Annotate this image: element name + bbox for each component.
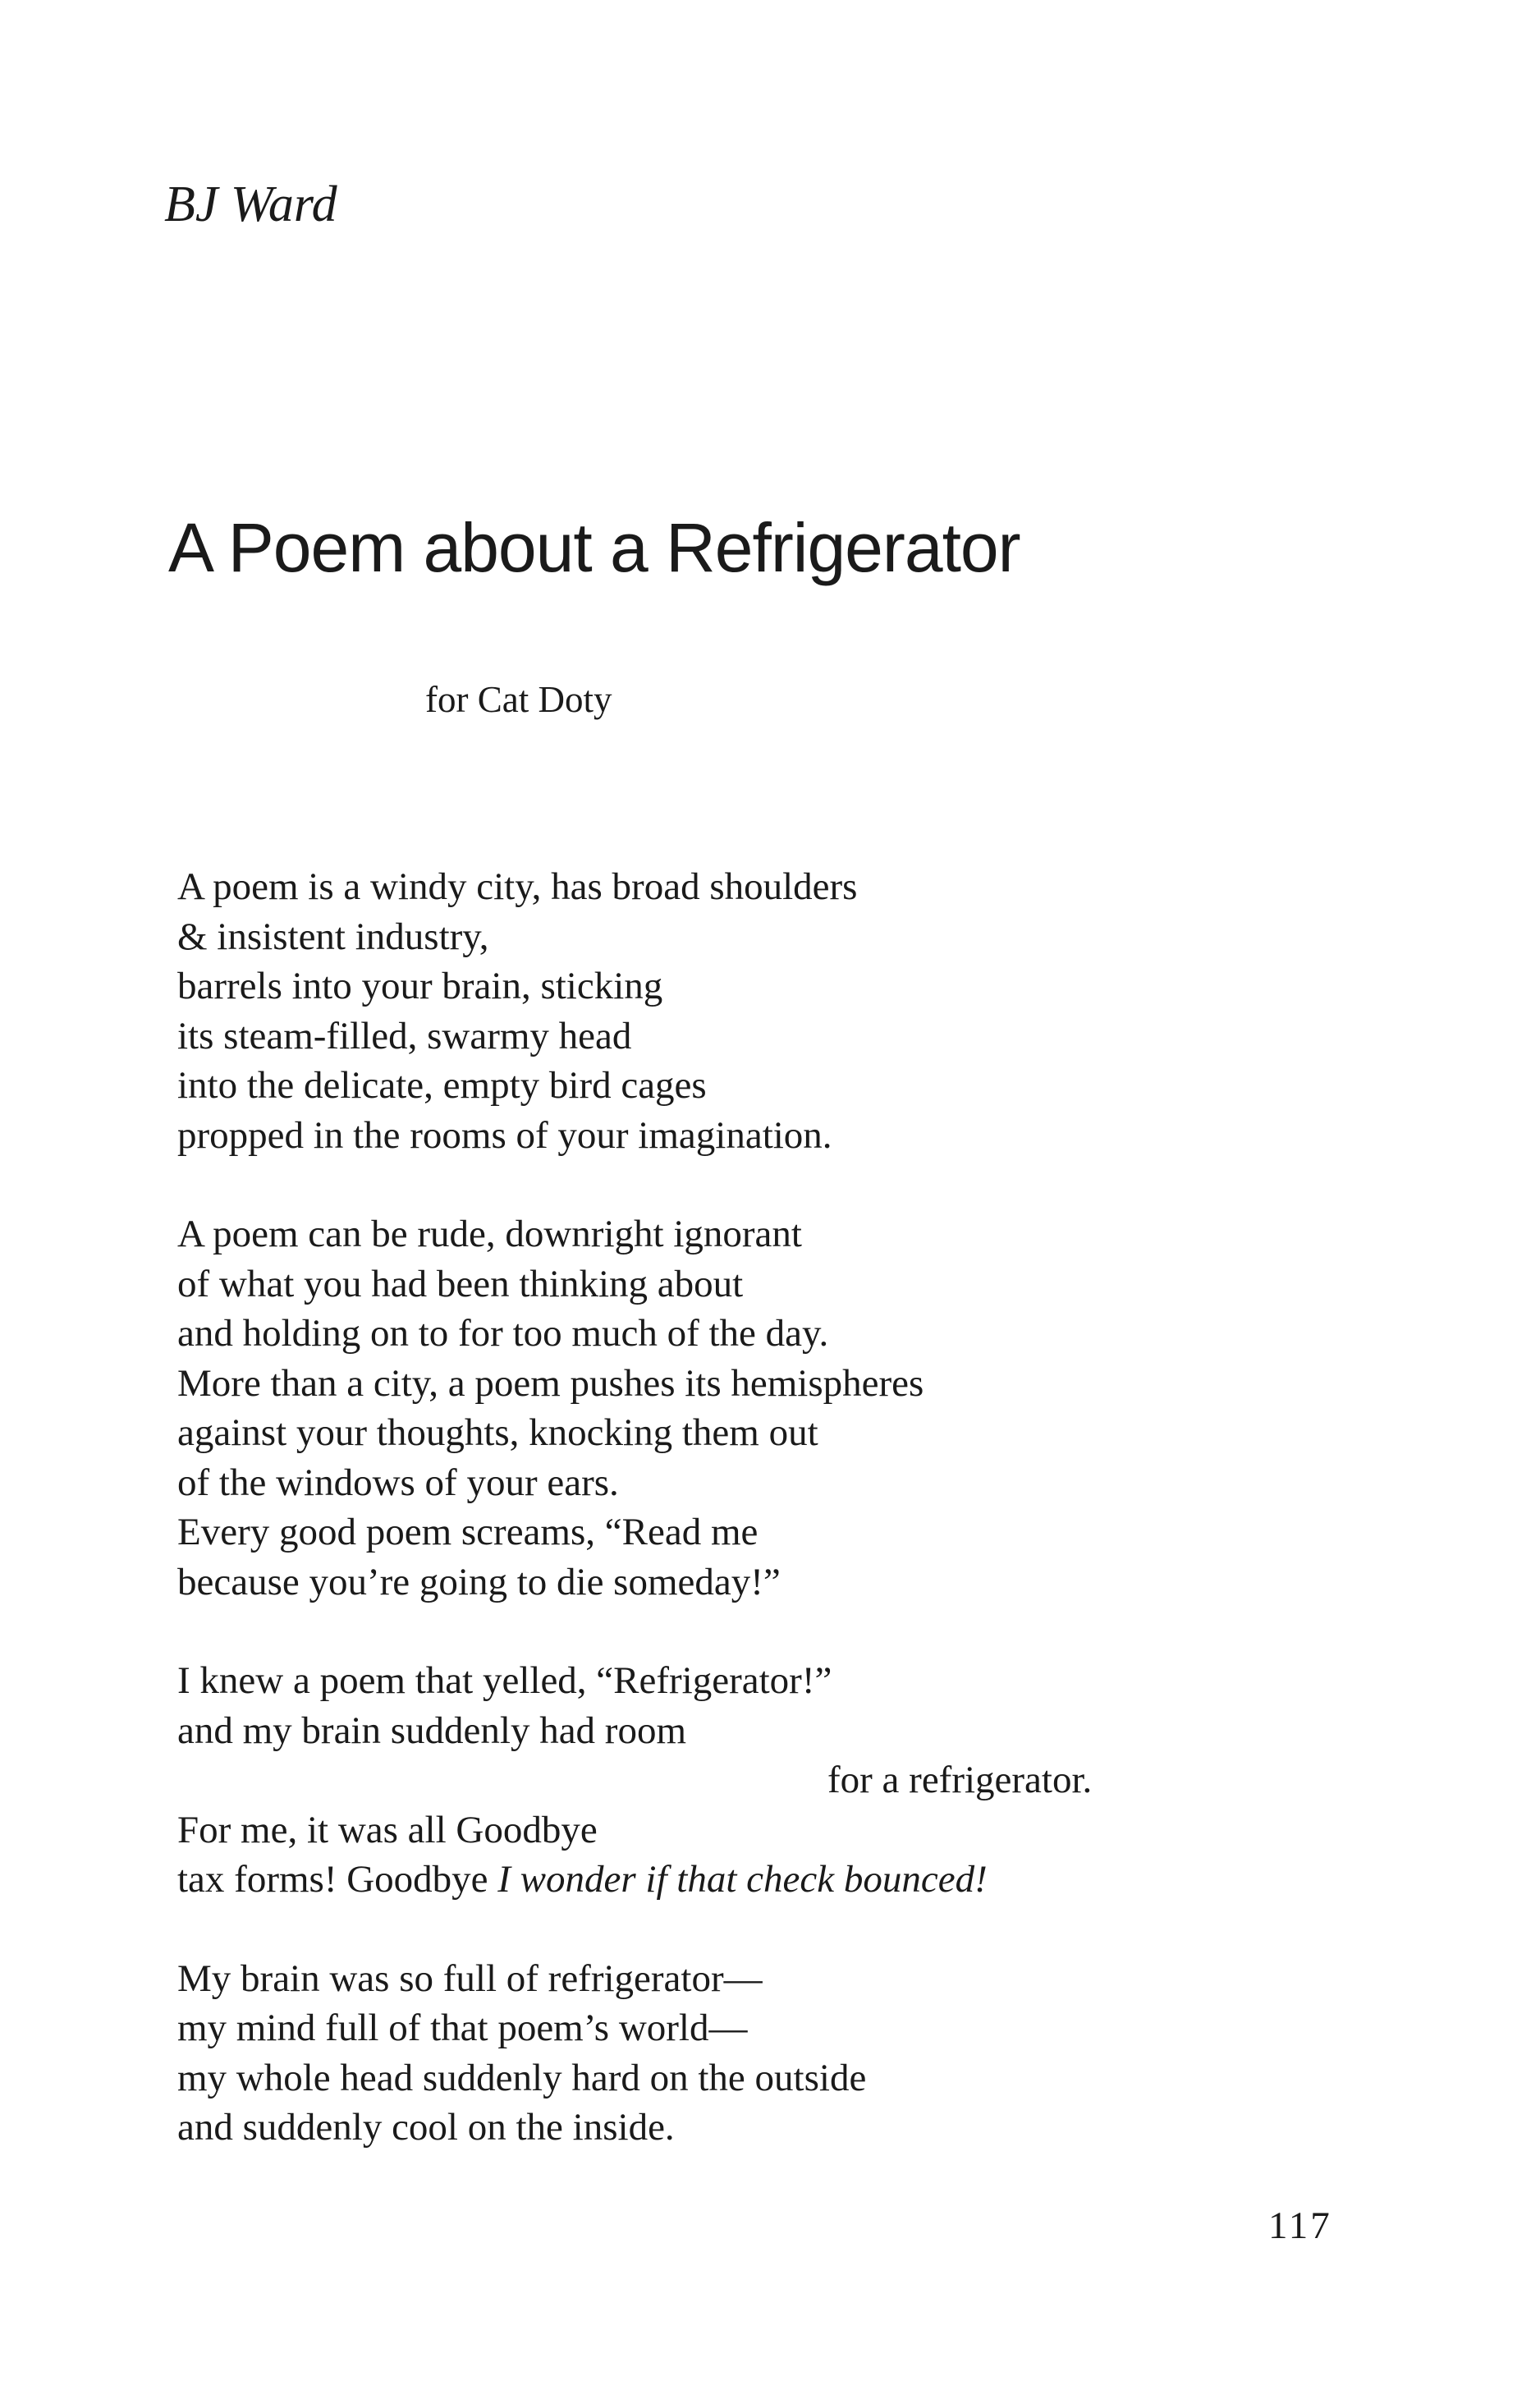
page-number: 117 bbox=[1268, 2204, 1332, 2247]
poem-line: & insistent industry, bbox=[177, 915, 489, 958]
poem-line: because you’re going to die someday!” bbox=[177, 1560, 781, 1603]
poem-line: For me, it was all Goodbye bbox=[177, 1808, 598, 1851]
poem-dedication: for Cat Doty bbox=[425, 679, 612, 720]
poem-line bbox=[177, 1855, 1376, 1905]
poem-body bbox=[177, 862, 1376, 2202]
poem-line: and suddenly cool on the inside. bbox=[177, 2106, 675, 2149]
stanza-2 bbox=[177, 1209, 1376, 1607]
poem-line: my mind full of that poem’s world— bbox=[177, 2007, 748, 2049]
poem-line: barrels into your brain, sticking bbox=[177, 965, 663, 1007]
poem-line-indented: for a refrigerator. bbox=[827, 1759, 1093, 1801]
poem-line-italic-text: I wonder if that check bounced! bbox=[497, 1858, 988, 1901]
poem-line: and holding on to for too much of the day. bbox=[177, 1312, 829, 1355]
poem-line: My brain was so full of refrigerator— bbox=[177, 1956, 763, 2000]
poem-line: propped in the rooms of your imagination. bbox=[177, 1113, 832, 1157]
poem-line: and my brain suddenly had room bbox=[177, 1709, 687, 1752]
poem-line: against your thoughts, knocking them out bbox=[177, 1411, 818, 1454]
poem-line: of the windows of your ears. bbox=[177, 1461, 619, 1504]
poem-line: A poem can be rude, downright ignorant bbox=[177, 1213, 802, 1255]
stanza-3 bbox=[177, 1656, 1376, 1905]
poem-line: Every good poem screams, “Read me bbox=[177, 1511, 759, 1553]
poem-line: its steam-filled, swarmy head bbox=[177, 1014, 632, 1057]
author-name: BJ Ward bbox=[164, 177, 337, 232]
poem-line: of what you had been thinking about bbox=[177, 1262, 744, 1305]
poem-line: A poem is a windy city, has broad shoulders bbox=[177, 865, 858, 908]
poem-line: I knew a poem that yelled, “Refrigerator!” bbox=[177, 1659, 832, 1702]
stanza-1 bbox=[177, 862, 1376, 1160]
poem-line: my whole head suddenly hard on the outside bbox=[177, 2056, 867, 2099]
poem-title: A Poem about a Refrigerator bbox=[168, 509, 1020, 586]
stanza-4 bbox=[177, 1954, 1376, 2153]
poem-line: More than a city, a poem pushes its hemispheres bbox=[177, 1361, 924, 1405]
poem-line: into the delicate, empty bird cages bbox=[177, 1064, 707, 1107]
poem-line-text: tax forms! Goodbye bbox=[177, 1858, 498, 1901]
